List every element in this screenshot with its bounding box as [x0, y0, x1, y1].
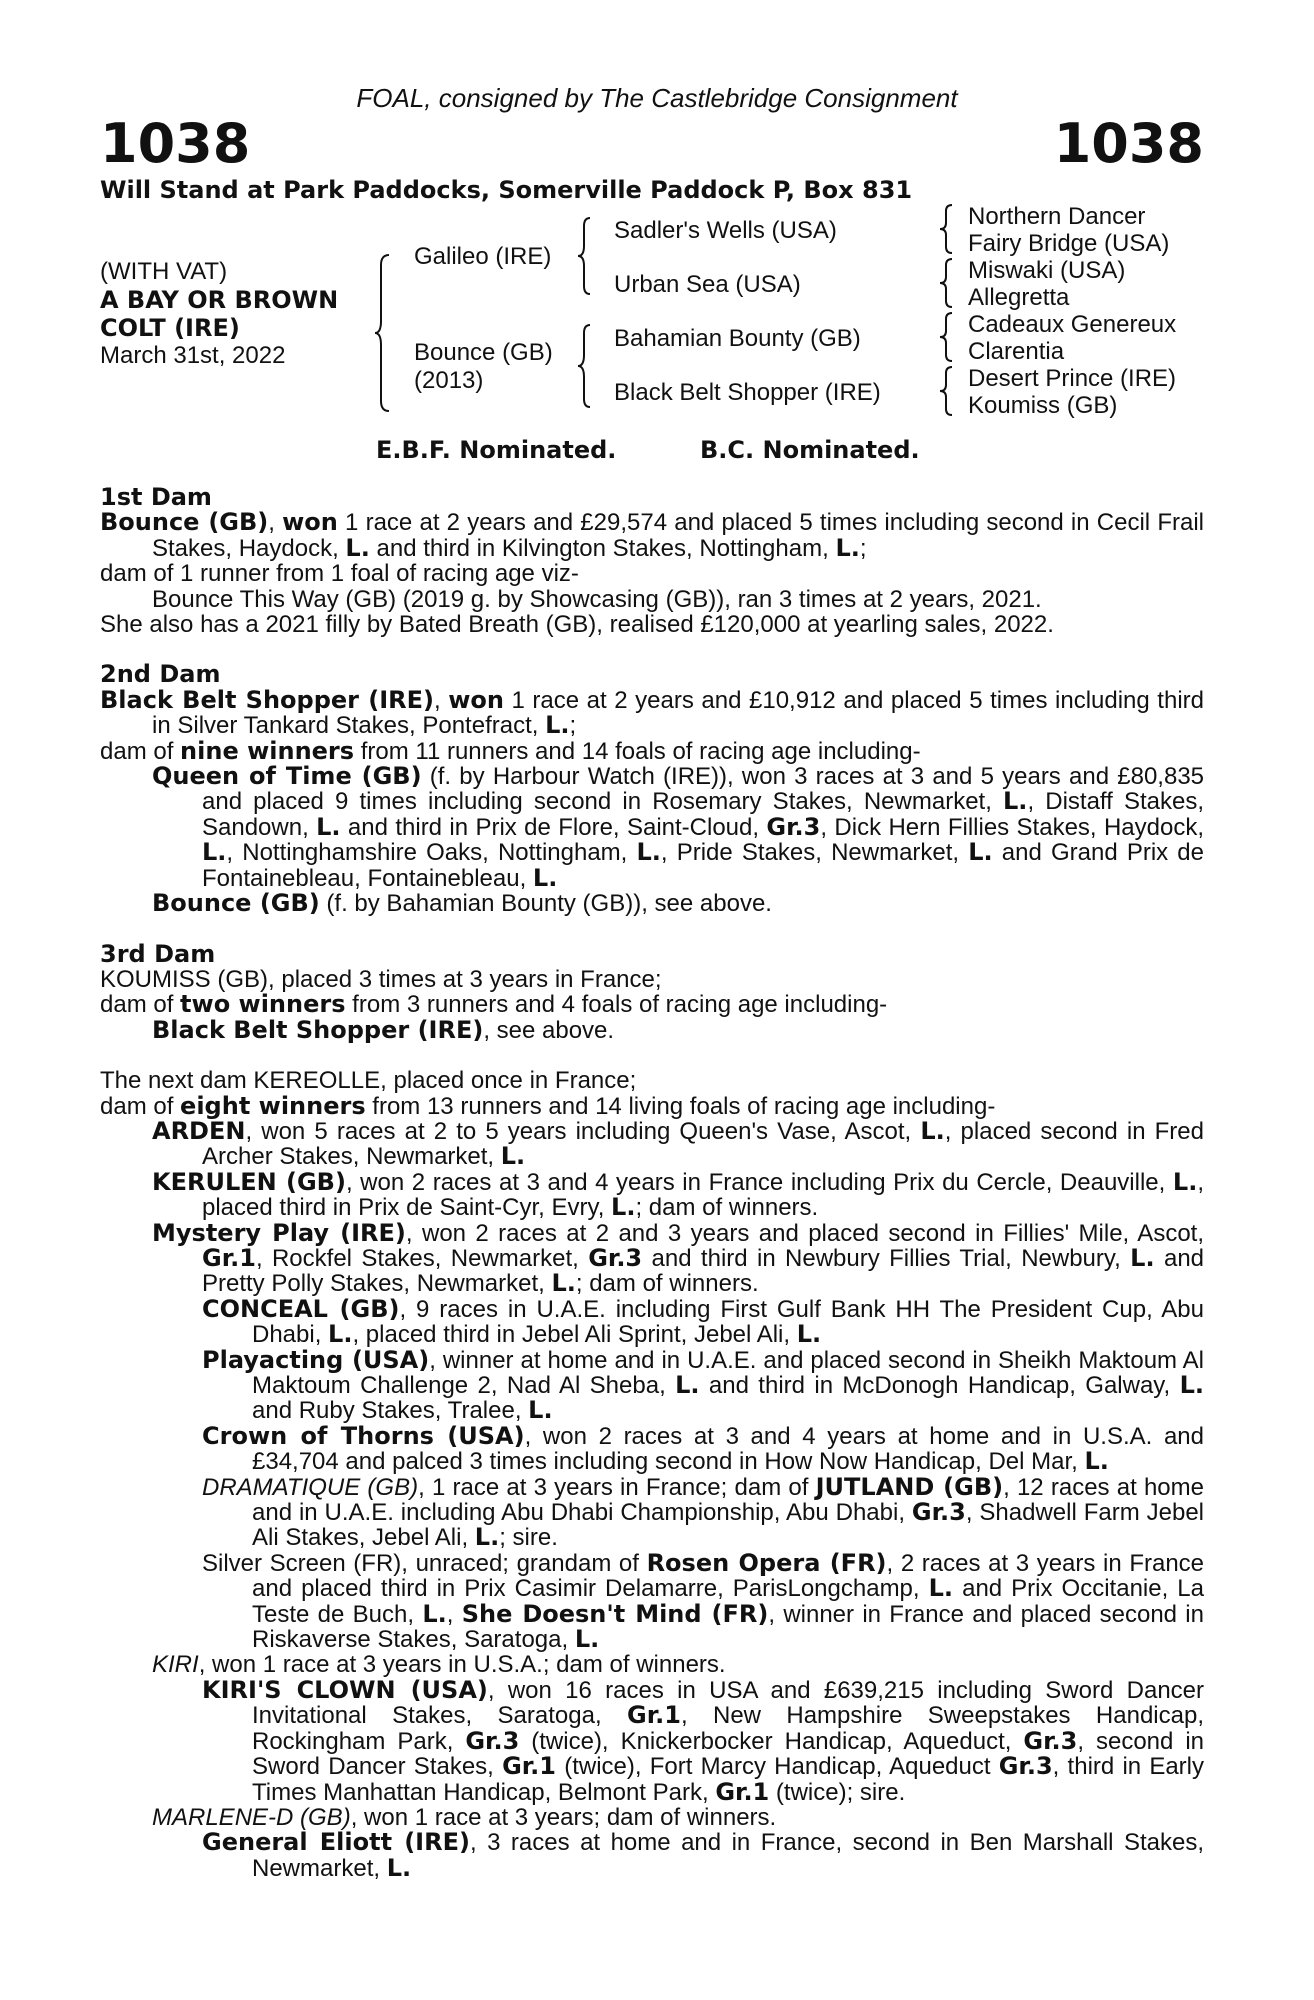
arden-record: ARDEN, won 5 races at 2 to 5 years including Queen's Vase, Ascot, L., placed second in Fred Archer Stakes, Newmarket, L.: [152, 1116, 1204, 1171]
stand-location: Will Stand at Park Paddocks, Somerville Paddock P, Box 831: [100, 176, 913, 204]
bracket-gg4: [940, 365, 956, 417]
foaling-date: March 31st, 2022: [100, 342, 286, 369]
granddam-maternal: Black Belt Shopper (IRE): [614, 379, 881, 406]
bracket-gg1: [940, 203, 956, 255]
general-eliott-record: General Eliott (IRE), 3 races at home and in France, second in Ben Marshall Stakes, Newmarket, L.: [202, 1828, 1204, 1882]
mystery-play-record: Mystery Play (IRE), won 2 races at 2 and 3 years and placed second in Fillies' Mile, Ascot, Gr.1, Rockfel Stakes, Newmarket, Gr.3 and third in Newbury Fillies Trial, Newbury, L. and Pretty Polly Stakes, Newmarket, L.; dam of winners.: [152, 1218, 1205, 1298]
catalogue-body: [100, 485, 1204, 1881]
first-dam-foal: Bounce This Way (GB) (2019 g. by Showcasing (GB)), ran 3 times at 2 years, 2021.: [152, 585, 1042, 613]
grandsire-maternal: Bahamian Bounty (GB): [614, 325, 861, 352]
black-belt-shopper-record: Black Belt Shopper (IRE), see above.: [152, 1015, 615, 1044]
crown-of-thorns-record: Crown of Thorns (USA), won 2 races at 3 and 4 years at home and in U.S.A. and £34,704 and palced 3 times including second in How Now Handicap, Del Mar, L.: [202, 1421, 1204, 1476]
third-dam-record: KOUMISS (GB), placed 3 times at 3 years in France;: [100, 965, 662, 993]
bracket-dam: [578, 323, 596, 409]
sire-name: Galileo (IRE): [414, 243, 552, 270]
grandsire-paternal: Sadler's Wells (USA): [614, 217, 837, 244]
gg-8: Koumiss (GB): [968, 392, 1118, 419]
queen-of-time-record: Queen of Time (GB) (f. by Harbour Watch (IRE)), won 3 races at 3 and 5 years and £80,835 and placed 9 times including second in Rosemary Stakes, Newmarket, L., Distaff Stakes, Sandown, L. and third in Prix de Flore, Saint-Cloud, Gr.3, Dick Hern Fillies Stakes, Haydock, L., Nottinghamshire Oaks, Nottingham, L., Pride Stakes, Newmarket, L. and Grand Prix de Fontainebleau, Fontainebleau, L.: [152, 762, 1205, 892]
gg-2: Fairy Bridge (USA): [968, 230, 1170, 257]
silver-screen-record: Silver Screen (FR), unraced; grandam of Rosen Opera (FR), 2 races at 3 years in France and placed third in Prix Casimir Delamarre, ParisLongchamp, L. and Prix Occitanie, La Teste de Buch, L., She Doesn't Mind (FR), winner in France and placed second in Riskaverse Stakes, Saratoga, L.: [202, 1548, 1205, 1654]
first-dam-produce: dam of 1 runner from 1 foal of racing age viz-: [100, 560, 579, 588]
marlene-d-record: MARLENE-D (GB), won 1 race at 3 years; dam of winners.: [152, 1803, 777, 1831]
horse-description: [100, 258, 338, 370]
great-grandparents: [968, 203, 1176, 419]
third-dam-produce: dam of two winners from 3 runners and 4 foals of racing age including-: [100, 990, 888, 1019]
second-dam-record: Black Belt Shopper (IRE), won 1 race at 2 years and £10,912 and placed 5 times including third in Silver Tankard Stakes, Pontefract, L.;: [100, 685, 1204, 740]
dam-foaling-year: (2013): [414, 367, 484, 394]
gg-5: Cadeaux Genereux: [968, 311, 1177, 338]
dam-name: [414, 339, 553, 395]
next-dam-produce: dam of eight winners from 13 runners and 14 living foals of racing age including-: [100, 1091, 996, 1120]
bc-nomination: B.C. Nominated.: [700, 436, 920, 464]
second-dam-produce: dam of nine winners from 11 runners and 14 foals of racing age including-: [100, 736, 921, 765]
horse-color-sex: A BAY OR BROWN: [100, 286, 339, 314]
gg-7: Desert Prince (IRE): [968, 365, 1177, 392]
dramatique-record: DRAMATIQUE (GB), 1 race at 3 years in France; dam of JUTLAND (GB), 12 races at home and in U.A.E. including Abu Dhabi Championship, Abu Dhabi, Gr.3, Shadwell Farm Jebel Ali Stakes, Jebel Ali, L.; sire.: [202, 1472, 1204, 1552]
lot-number-right: 1038: [1053, 112, 1204, 175]
gg-3: Miswaki (USA): [968, 257, 1126, 284]
dam-name-line1: Bounce (GB): [414, 339, 553, 366]
bounce-record: Bounce (GB) (f. by Bahamian Bounty (GB)), see above.: [152, 889, 772, 918]
granddam-paternal: Urban Sea (USA): [614, 271, 801, 298]
kerulen-record: KERULEN (GB), won 2 races at 3 and 4 years in France including Prix du Cercle, Deauville, L., placed third in Prix de Saint-Cyr, Evry, L.; dam of winners.: [152, 1167, 1204, 1222]
horse-sex-country: COLT (IRE): [100, 314, 240, 342]
playacting-record: Playacting (USA), winner at home and in U.A.E. and placed second in Sheikh Maktoum Al Maktoum Challenge 2, Nad Al Sheba, L. and third in McDonogh Handicap, Galway, L. and Ruby Stakes, Tralee, L.: [202, 1345, 1204, 1425]
consignor-subtitle: FOAL, consigned by The Castlebridge Consignment: [356, 83, 958, 113]
kiri-record: KIRI, won 1 race at 3 years in U.S.A.; dam of winners.: [152, 1651, 726, 1679]
lot-number-left: 1038: [100, 112, 251, 175]
conceal-record: CONCEAL (GB), 9 races in U.A.E. including First Gulf Bank HH The President Cup, Abu Dhabi, L., placed third in Jebel Ali Sprint, Jebel Ali, L.: [202, 1294, 1205, 1349]
bracket-horse: [375, 253, 395, 413]
gg-6: Clarentia: [968, 338, 1065, 365]
first-dam-record: Bounce (GB), won 1 race at 2 years and £29,574 and placed 5 times including second in Cecil Frail Stakes, Haydock, L. and third in Kilvington Stakes, Nottingham, L.;: [100, 508, 1204, 562]
kiris-clown-record: KIRI'S CLOWN (USA), won 16 races in USA and £639,215 including Sword Dancer Invitational Stakes, Saratoga, Gr.1, New Hampshire Sweepstakes Handicap, Rockingham Park, Gr.3 (twice), Knickerbocker Handicap, Aqueduct, Gr.3, second in Sword Dancer Stakes, Gr.1 (twice), Fort Marcy Handicap, Aqueduct Gr.3, third in Early Times Manhattan Handicap, Belmont Park, Gr.1 (twice); sire.: [202, 1675, 1205, 1806]
next-dam-record: The next dam KEREOLLE, placed once in France;: [100, 1067, 637, 1095]
third-dam-heading: 3rd Dam: [100, 939, 216, 968]
ebf-nomination: E.B.F. Nominated.: [376, 436, 617, 464]
first-dam-heading: 1st Dam: [100, 483, 212, 511]
second-dam-heading: 2nd Dam: [100, 660, 221, 689]
bracket-gg3: [940, 311, 956, 363]
gg-1: Northern Dancer: [968, 203, 1146, 230]
bracket-gg2: [940, 257, 956, 309]
gg-4: Allegretta: [968, 284, 1070, 311]
vat-note: (WITH VAT): [100, 258, 228, 285]
bracket-sire: [578, 216, 596, 296]
first-dam-note: She also has a 2021 filly by Bated Breath (GB), realised £120,000 at yearling sales, 2022.: [100, 611, 1054, 639]
